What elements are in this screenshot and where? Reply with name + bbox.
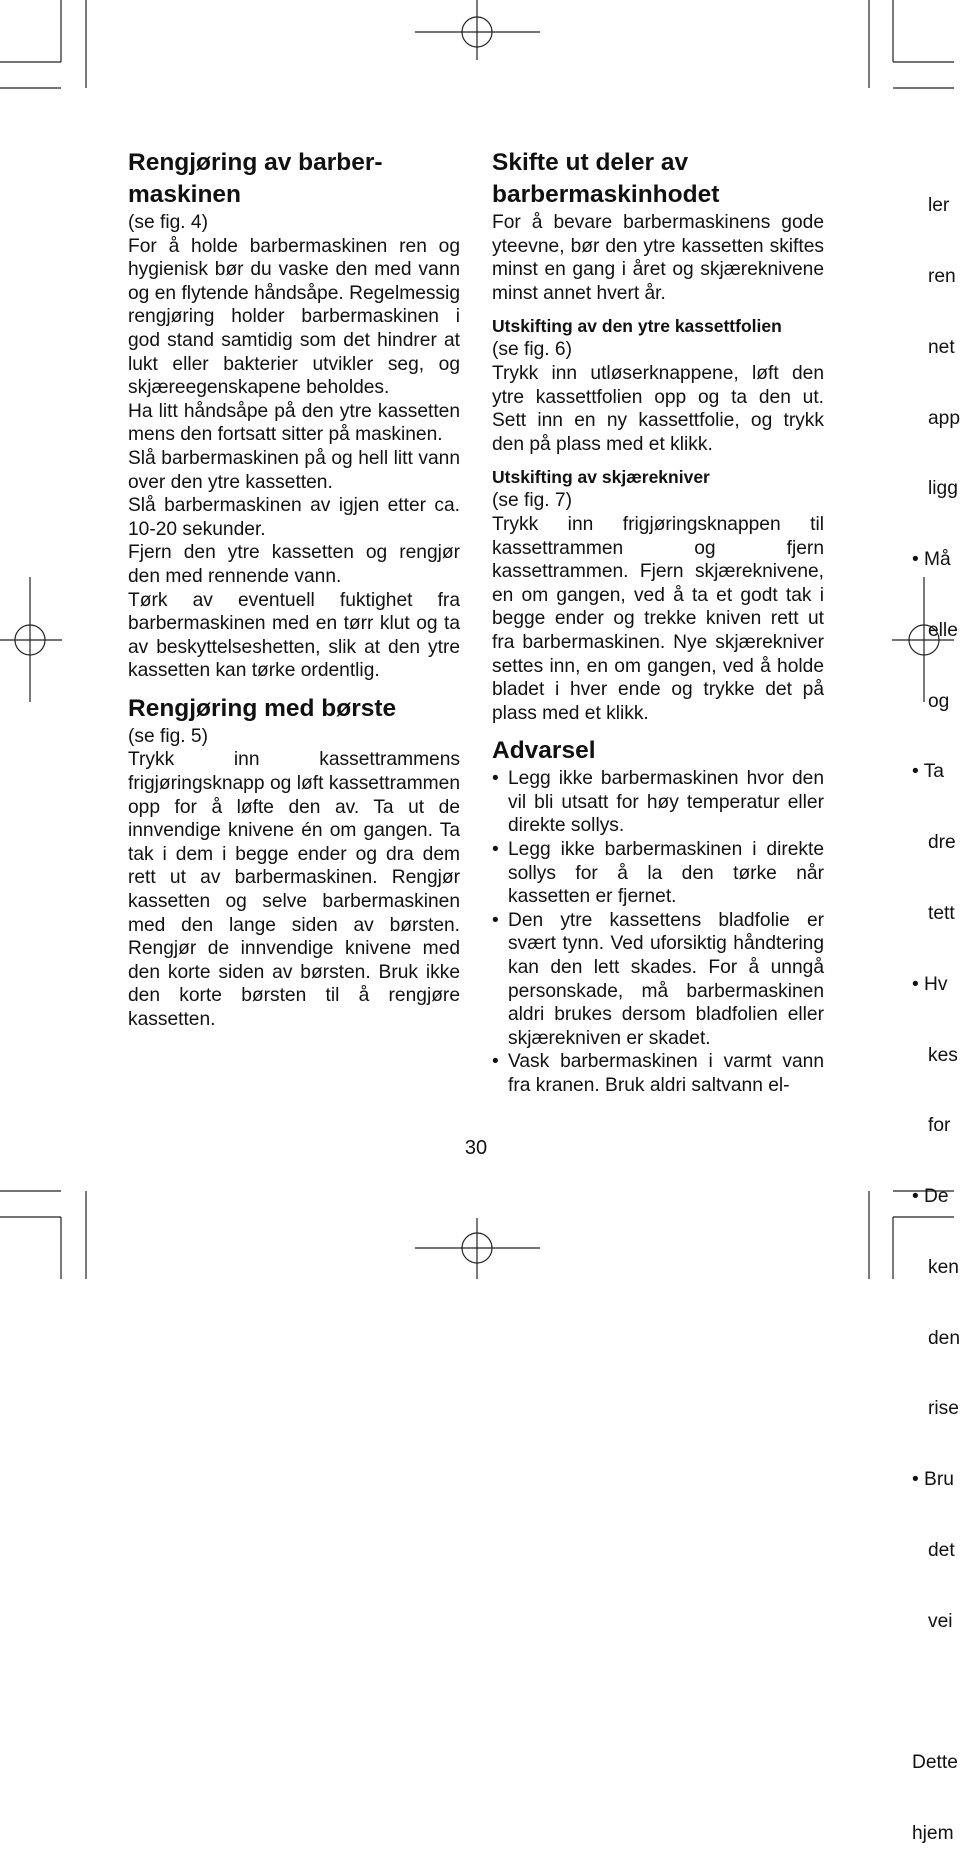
cropped-line: rise <box>928 1398 959 1420</box>
section-title-warning: Advarsel <box>492 737 596 765</box>
cropped-line: tett <box>928 903 955 924</box>
middle-column <box>492 147 824 1098</box>
subsection-title-outer-foil: Utskifting av den ytre kassettfolien <box>492 316 782 337</box>
cropped-line: elle <box>928 619 958 641</box>
cropped-line: • Må <box>912 549 951 571</box>
cropped-line: • Bru <box>912 1469 954 1491</box>
cropped-line: net <box>928 336 955 358</box>
figure-reference: (se fig. 4) <box>128 212 208 233</box>
section-title-cleaning: Rengjøring av barber-maskinen <box>128 149 383 208</box>
figure-reference: (se fig. 5) <box>128 725 208 747</box>
page-number: 30 <box>464 1137 488 1159</box>
list-item: • Legg ikke barbermaskinen hvor den vil bli utsatt for høy temperatur eller direkte sollys. <box>492 767 824 838</box>
registration-mark-bottom <box>415 1218 540 1279</box>
paragraph: Slå barbermaskinen av igjen etter ca. 10-20 sekunder. <box>128 495 460 540</box>
list-item: • Den ytre kassettens bladfolie er svært tynn. Ved uforsiktig håndtering kan den lett skades. For å unngå personskade, må barbermaskinen aldri brukes dersom bladfolien eller skjærekniven er skadet. <box>492 909 824 1051</box>
section-title-replace-parts: Skifte ut deler av barbermaskinhodet <box>492 149 720 208</box>
paragraph: Trykk inn frigjøringsknappen til kassettrammen og fjern kassettrammen. Fjern skjæreknivene, en om gangen, ved å ta et godt tak i begge ender og trekke kniven rett ut fra barbermaskinen. Nye skjærekniver settes inn, en om gangen, ved å holde bladet i hver ende og trykke det på plass med et klikk. <box>492 513 824 724</box>
cropped-line: for <box>928 1115 951 1137</box>
list-item: • Vask barbermaskinen i varmt vann fra kranen. Bruk aldri saltvann el- <box>492 1050 824 1097</box>
cropped-line: hjem <box>912 1823 954 1845</box>
cropped-line: vei <box>928 1610 953 1632</box>
warning-list <box>492 767 824 1097</box>
registration-mark-top <box>415 0 540 60</box>
registration-mark-left <box>0 577 62 702</box>
cropped-line: ligg <box>928 478 958 500</box>
paragraph: For å holde barbermaskinen ren og hygienisk bør du vaske den med vann og en flytende håndsåpe. Regelmessig rengjøring holder barbermaskinen i god stand samtidig som det hindrer at lukt eller bakterier utvikler seg, og skjæreegenskapene beholdes. <box>128 235 460 399</box>
paragraph: Trykk inn kassettrammens frigjøringsknapp og løft kassettrammen opp for å løfte den av. Ta ut de innvendige knivene én om gangen. Ta tak i dem i begge ender og dra dem rett ut av barbermaskinen. Rengjør kassetten og selve barbermaskinen med den lange siden av børsten. Rengjør de innvendige knivene med den korte siden av børsten. Bruk ikke den korte børsten til å rengjøre kassetten. <box>128 749 460 1030</box>
cropped-line: ler <box>928 195 950 217</box>
paragraph: For å bevare barbermaskinens gode yteevne, bør den ytre kassetten skiftes minst en gang i året og skjæreknivene minst annet hvert år. <box>492 212 824 304</box>
cropped-line: kes <box>928 1044 958 1066</box>
cropped-line: Dette <box>912 1752 958 1774</box>
paragraph: Tørk av eventuell fuktighet fra barbermaskinen med en tørr klut og ta av beskyttelseshetten, slik at den ytre kassetten kan tørke ordentlig. <box>128 589 460 682</box>
figure-reference: (se fig. 6) <box>492 339 572 361</box>
figure-reference: (se fig. 7) <box>492 490 572 512</box>
list-item: • Legg ikke barbermaskinen i direkte sollys for å la den tørke når kassetten er fjernet. <box>492 838 824 909</box>
cropped-line: ken <box>928 1256 959 1278</box>
cropped-line: og <box>928 690 950 712</box>
cropped-line: den <box>928 1327 960 1349</box>
paragraph: Fjern den ytre kassetten og rengjør den med rennende vann. <box>128 542 460 587</box>
cropped-column-text <box>912 147 960 1869</box>
cropped-line: app <box>928 407 960 429</box>
cropped-line: • Ta <box>912 761 944 783</box>
left-column <box>128 147 460 1032</box>
cropped-line: dre <box>928 832 956 854</box>
paragraph: Ha litt håndsåpe på den ytre kassetten mens den fortsatt sitter på maskinen. <box>128 400 460 446</box>
cropped-line: ren <box>928 265 956 287</box>
cropped-line: det <box>928 1540 955 1562</box>
subsection-title-blades: Utskifting av skjærekniver <box>492 467 710 488</box>
paragraph: Slå barbermaskinen på og hell litt vann over den ytre kassetten. <box>128 447 460 493</box>
paragraph: Trykk inn utløserknappene, løft den ytre kassettfolien opp og ta den ut. Sett inn en ny kassettfolie, og trykk den på plass med et klikk. <box>492 362 824 455</box>
cropped-line <box>912 1681 960 1705</box>
cropped-line: • Hv <box>912 973 948 995</box>
section-title-brush-cleaning: Rengjøring med børste <box>128 694 397 722</box>
cropped-line: • De <box>912 1186 949 1208</box>
